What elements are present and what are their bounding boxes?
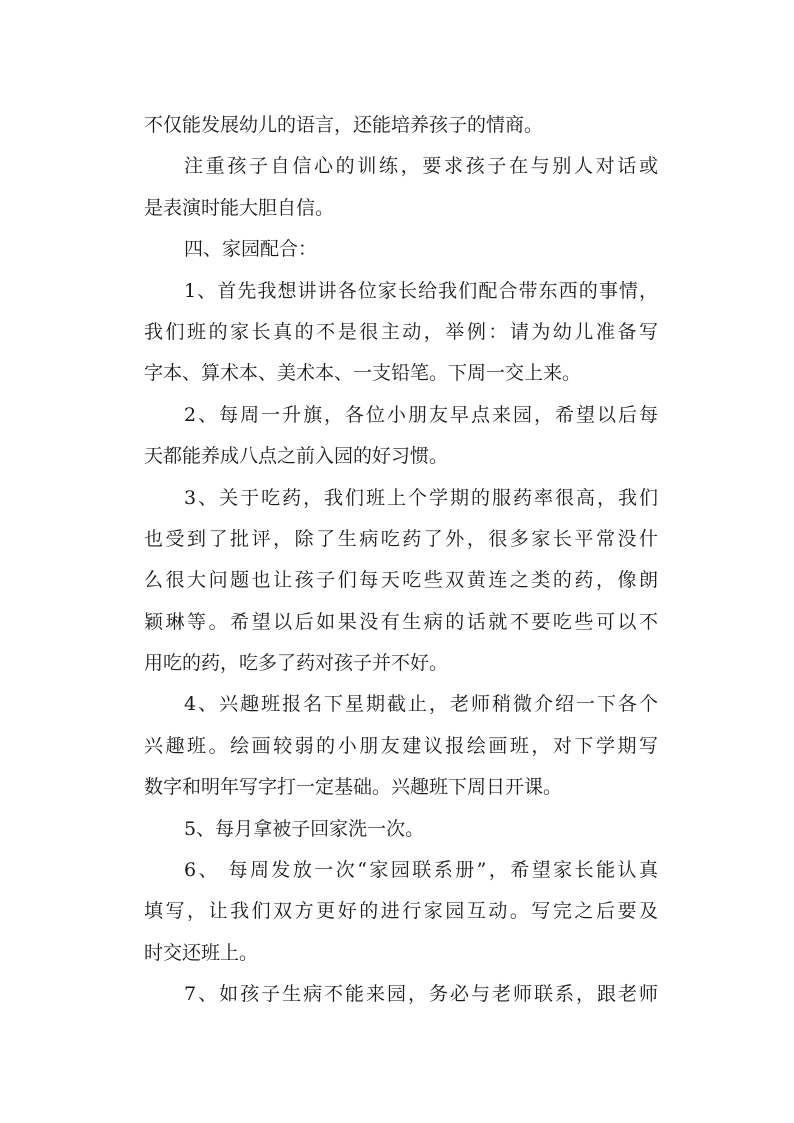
- text-line: 4、兴趣班报名下星期截止，老师稍微介绍一下各个: [184, 693, 658, 716]
- document-body: [144, 105, 658, 1016]
- text-line: 7、如孩子生病不能来园，务必与老师联系，跟老师: [184, 983, 658, 1006]
- text-line: 天都能养成八点之前入园的好习惯。: [144, 445, 449, 468]
- text-line: 1、首先我想讲讲各位家长给我们配合带东西的事情，: [184, 279, 658, 302]
- text-line: 也受到了批评，除了生病吃药了外，很多家长平常没什: [144, 527, 658, 550]
- text-line: 用吃的药，吃多了药对孩子并不好。: [144, 652, 449, 675]
- text-line: 填写，让我们双方更好的进行家园互动。写完之后要及: [144, 900, 658, 923]
- text-line: 是表演时能大胆自信。: [144, 196, 335, 219]
- text-line: 5、每月拿被子回家洗一次。: [184, 817, 425, 840]
- text-line: 我们班的家长真的不是很主动，举例：请为幼儿准备写: [144, 320, 658, 343]
- text-line: 颖琳等。希望以后如果没有生病的话就不要吃些可以不: [144, 610, 658, 633]
- text-line: 6、 每周发放一次“家园联系册”，希望家长能认真: [184, 859, 658, 882]
- text-line: 兴趣班。绘画较弱的小朋友建议报绘画班，对下学期写: [144, 734, 658, 757]
- text-line: 数字和明年写字打一定基础。兴趣班下周日开课。: [144, 776, 563, 799]
- text-line: 3、关于吃药，我们班上个学期的服药率很高，我们: [184, 486, 658, 509]
- text-line: 么很大问题也让孩子们每天吃些双黄连之类的药，像朗: [144, 569, 658, 592]
- text-line: 四、家园配合：: [184, 238, 318, 261]
- text-line: 注重孩子自信心的训练，要求孩子在与别人对话或: [184, 155, 658, 178]
- text-line: 2、每周一升旗，各位小朋友早点来园，希望以后每: [184, 403, 658, 426]
- text-line: 时交还班上。: [144, 941, 259, 964]
- text-line: 字本、算术本、美术本、一支铅笔。下周一交上来。: [144, 362, 582, 385]
- text-line: 不仅能发展幼儿的语言，还能培养孩子的情商。: [144, 114, 544, 136]
